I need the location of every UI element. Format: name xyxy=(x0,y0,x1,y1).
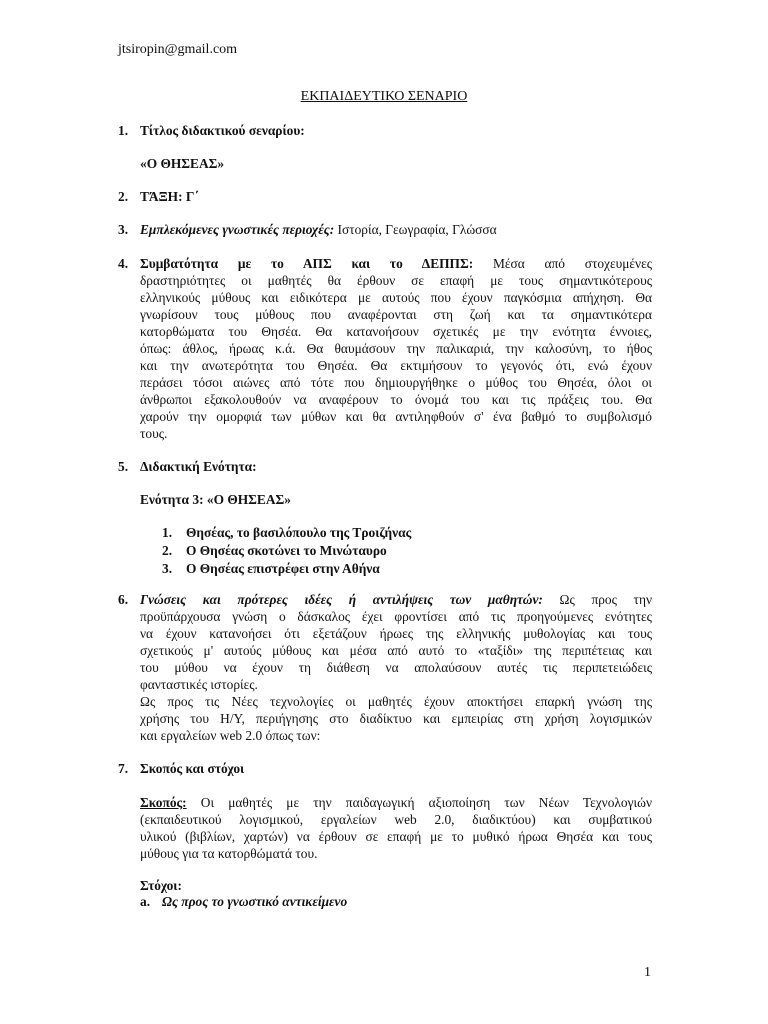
section-4-line-6: και την ανωτερότητα του Θησέα. Θα εκτιμήσουν το γεγονός ότι, ενώ έχουν xyxy=(140,358,652,373)
section-4-line-10: τους. xyxy=(140,426,168,441)
section-6-number: 6. xyxy=(118,592,129,607)
section-4-line-7: περάσει τόσοι αιώνες από τότε που δημιουργήθηκε ο μύθος του Θησέα, όλοι οι xyxy=(140,375,652,390)
section-3-label: Εμπλεκόμενες γνωστικές περιοχές: xyxy=(140,222,335,237)
section-4-number: 4. xyxy=(118,256,129,271)
section-5-label: Διδακτική Ενότητα: xyxy=(140,459,257,474)
section-6-line-1: προϋπάρχουσα γνώση ο δάσκαλος έχει φροντίσει από τις προηγούμενες ενότητες xyxy=(140,609,652,624)
section-4-label: Συμβατότητα με το ΑΠΣ και το ΔΕΠΠΣ: xyxy=(140,256,474,271)
section-4-line-2: ελληνικούς μύθους και ειδικότερα με αυτούς που έχουν παγκόσμια απήχηση. Θα xyxy=(140,290,652,305)
section-4-line-0 xyxy=(140,256,652,272)
document-title: ΕΚΠΑΙΔΕΥΤΙΚΟ ΣΕΝΑΡΙΟ xyxy=(300,89,468,104)
section-1-value: «Ο ΘΗΣΕΑΣ» xyxy=(140,156,225,171)
skopos-label: Σκοπός: xyxy=(140,795,187,810)
section-3-number: 3. xyxy=(118,222,129,237)
section-4-line-9: χαρούν την ομορφιά των μύθων και θα αντιληφθούν σ' ένα βαθμό το συμβολισμό xyxy=(140,409,652,424)
section-6-line-8: και εργαλείων web 2.0 όπως των: xyxy=(140,728,321,743)
list-item-text: Ο Θησέας σκοτώνει το Μινώταυρο xyxy=(186,543,387,558)
list-item-number: 2. xyxy=(162,543,173,558)
skopos-line-2: υλικού (βιβλίων, χαρτών) να έρθουν σε επαφή με το μυθικό ήρωα Θησέα και τους xyxy=(140,829,652,844)
section-6-label: Γνώσεις και πρότερες ιδέες ή αντιλήψεις των μαθητών: xyxy=(140,592,543,607)
list-item-text: Θησέας, το βασιλόπουλο της Τροιζήνας xyxy=(186,525,412,540)
page-number: 1 xyxy=(644,965,651,980)
section-6-line-6: Ως προς τις Νέες τεχνολογίες οι μαθητές έχουν αποκτήσει επαρκή γνώση της xyxy=(140,694,652,709)
section-3-line xyxy=(140,222,497,238)
section-4-line-3: γνωρίσουν τους μύθους που αναφέρονται στη ζωή και τα σημαντικότερα xyxy=(140,307,652,322)
section-6-line-2: να έχουν κατανοήσει ότι εξετάζουν ήρωες της ελληνικής μυθολογίας και τους xyxy=(140,626,652,641)
section-6-first: Ως προς την xyxy=(542,592,652,607)
sub-a-text: Ως προς το γνωστικό αντικείμενο xyxy=(162,894,348,909)
section-1-label: Τίτλος διδακτικού σεναρίου: xyxy=(140,123,305,138)
stoxoi-label: Στόχοι: xyxy=(140,878,182,893)
section-6-line-0 xyxy=(140,592,652,608)
section-7-number: 7. xyxy=(118,761,129,776)
section-6-line-4: του μύθου να έχουν τη διάθεση να απολαύσουν αυτές τις περιπετειώδεις xyxy=(140,660,652,675)
sub-a-number: a. xyxy=(140,894,151,909)
section-4-line-8: άνθρωποι εξακολουθούν να αναφέρουν το όνομά του και τις πράξεις του. Θα xyxy=(140,392,652,407)
section-3-value: Ιστορία, Γεωγραφία, Γλώσσα xyxy=(334,222,497,237)
skopos-line-1: (εκπαιδευτικού λογισμικού, εργαλείων web 2.0, διαδικτύου) και συμβατικού xyxy=(140,812,652,827)
list-item-text: Ο Θησέας επιστρέφει στην Αθήνα xyxy=(186,561,380,576)
list-item-number: 3. xyxy=(162,561,173,576)
section-5-unit: Ενότητα 3: «Ο ΘΗΣΕΑΣ» xyxy=(140,492,291,507)
section-6-line-3: σχετικούς μ' αυτούς μύθους και μέσα από αυτό το «ταξίδι» της περιπέτειας και xyxy=(140,643,652,658)
skopos-line-3: μύθους για τα κατορθώματά του. xyxy=(140,846,318,861)
section-2-number: 2. xyxy=(118,189,129,204)
section-4-line-1: δραστηριότητες οι μαθητές θα έρθουν σε επαφή με τους σημαντικότερους xyxy=(140,273,652,288)
section-6-line-7: χρήσης του Η/Υ, περιήγησης στο διαδίκτυο και εμπειρίας στη χρήση λογισμικών xyxy=(140,711,652,726)
skopos-line-0 xyxy=(140,795,652,811)
section-5-number: 5. xyxy=(118,459,129,474)
section-4-first: Μέσα από στοχευμένες xyxy=(473,256,652,271)
section-2-label: ΤΆΞΗ: Γ΄ xyxy=(140,189,199,204)
list-item-number: 1. xyxy=(162,525,173,540)
author-email: jtsiropin@gmail.com xyxy=(118,42,238,57)
section-6-line-5: φανταστικές ιστορίες. xyxy=(140,677,258,692)
section-7-label: Σκοπός και στόχοι xyxy=(140,761,245,776)
section-1-number: 1. xyxy=(118,123,129,138)
section-4-line-4: κατορθώματα του Θησέα. Θα κατανοήσουν σχετικές με την ενότητα έννοιες, xyxy=(140,324,652,339)
skopos-first: Οι μαθητές με την παιδαγωγική αξιοποίηση των Νέων Τεχνολογιών xyxy=(186,795,652,810)
section-4-line-5: όπως: άθλος, ήρωας κ.ά. Θα θαυμάσουν την παλικαριά, την καλοσύνη, το ήθος xyxy=(140,341,652,356)
